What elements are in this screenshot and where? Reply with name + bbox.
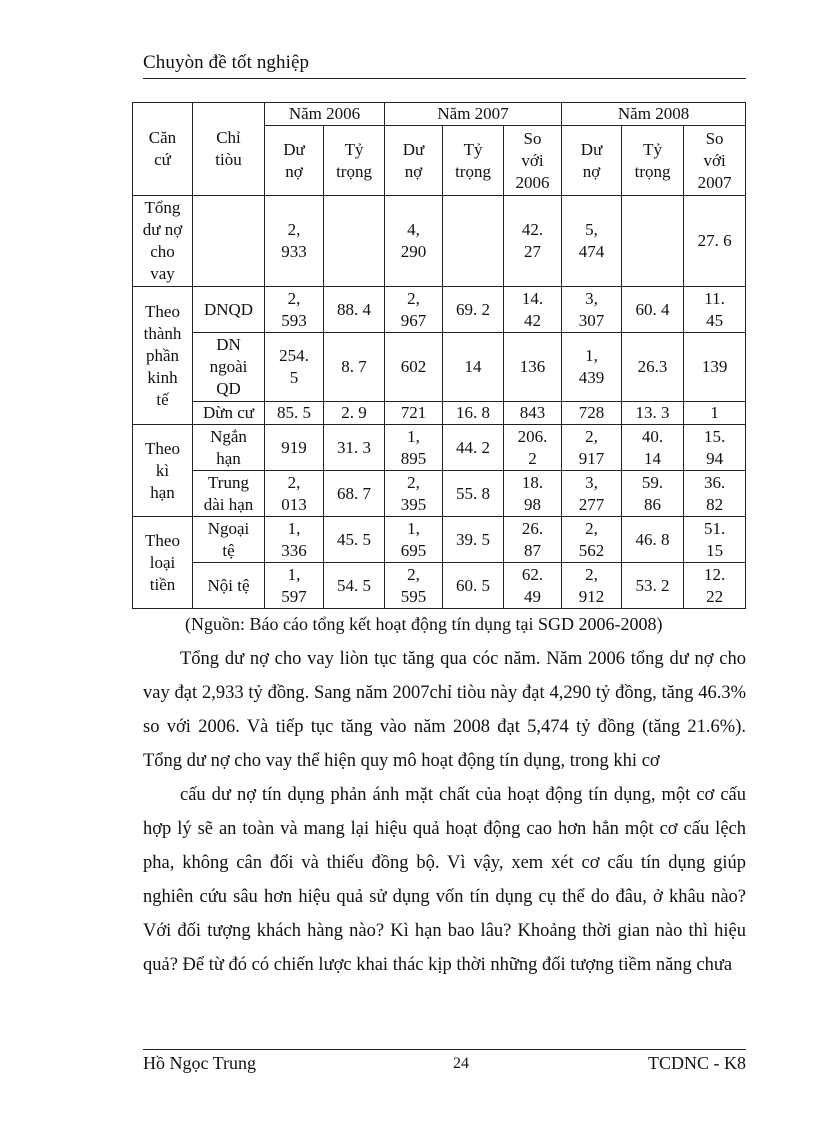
table-row <box>133 425 746 471</box>
row-label: Trung dài hạn <box>193 471 265 517</box>
table-cell: 18. 98 <box>504 471 562 517</box>
row-label: Ngắn hạn <box>193 425 265 471</box>
subheader-cell: Dư nợ <box>385 126 443 196</box>
table-cell: 26. 87 <box>504 517 562 563</box>
table-source-note: (Nguồn: Báo cáo tổng kết hoạt động tín dụng tại SGD 2006-2008) <box>185 614 663 634</box>
table-cell: 54. 5 <box>324 563 385 609</box>
table-cell: 59. 86 <box>622 471 684 517</box>
table-cell <box>443 196 504 287</box>
row-label: DN ngoài QD <box>193 333 265 402</box>
table-cell: 31. 3 <box>324 425 385 471</box>
row-label <box>193 196 265 287</box>
table-cell: 68. 7 <box>324 471 385 517</box>
table-cell: 42. 27 <box>504 196 562 287</box>
table-cell: 88. 4 <box>324 287 385 333</box>
header-year-2008: Năm 2008 <box>562 103 746 126</box>
table-cell: 2, 917 <box>562 425 622 471</box>
table-cell: 2, 912 <box>562 563 622 609</box>
table-cell: 55. 8 <box>443 471 504 517</box>
table-cell: 53. 2 <box>622 563 684 609</box>
page-header-title: Chuyòn đề tốt nghiệp <box>143 52 310 73</box>
table-cell: 36. 82 <box>684 471 746 517</box>
table-cell: 3, 277 <box>562 471 622 517</box>
table-cell: 62. 49 <box>504 563 562 609</box>
row-label: Ngoại tệ <box>193 517 265 563</box>
table-cell: 60. 4 <box>622 287 684 333</box>
footer-class-code: TCDNC - K8 <box>648 1053 746 1073</box>
table-cell: 2, 562 <box>562 517 622 563</box>
table-cell: 27. 6 <box>684 196 746 287</box>
table-cell: 2. 9 <box>324 402 385 425</box>
table-cell: 1, 895 <box>385 425 443 471</box>
table-cell <box>622 196 684 287</box>
table-cell: 40. 14 <box>622 425 684 471</box>
subheader-cell: Dư nợ <box>562 126 622 196</box>
table-cell: 26.3 <box>622 333 684 402</box>
table-cell: 139 <box>684 333 746 402</box>
header-year-2006: Năm 2006 <box>265 103 385 126</box>
table-cell: 44. 2 <box>443 425 504 471</box>
table-cell: 1 <box>684 402 746 425</box>
header-year-2007: Năm 2007 <box>385 103 562 126</box>
table-cell: 206. 2 <box>504 425 562 471</box>
table-cell: 3, 307 <box>562 287 622 333</box>
group-label: Theo thành phần kinh tế <box>133 287 193 425</box>
table-cell: 1, 597 <box>265 563 324 609</box>
table-cell: 2, 967 <box>385 287 443 333</box>
table-cell: 254. 5 <box>265 333 324 402</box>
page-number: 24 <box>453 1055 469 1072</box>
row-label: DNQD <box>193 287 265 333</box>
subheader-cell: Tỷ trọng <box>324 126 385 196</box>
table-cell: 2, 933 <box>265 196 324 287</box>
table-cell: 1, 439 <box>562 333 622 402</box>
table-header-row <box>133 103 746 126</box>
table-cell: 2, 593 <box>265 287 324 333</box>
table-cell: 45. 5 <box>324 517 385 563</box>
table-cell <box>324 196 385 287</box>
table-row <box>133 563 746 609</box>
subheader-cell: Tỷ trọng <box>622 126 684 196</box>
table-cell: 69. 2 <box>443 287 504 333</box>
subheader-cell: Tỷ trọng <box>443 126 504 196</box>
table-cell: 5, 474 <box>562 196 622 287</box>
table-cell: 16. 8 <box>443 402 504 425</box>
table-cell: 1, 336 <box>265 517 324 563</box>
table-cell: 13. 3 <box>622 402 684 425</box>
header-divider <box>143 78 746 79</box>
table-cell: 2, 595 <box>385 563 443 609</box>
table-cell: 14. 42 <box>504 287 562 333</box>
header-can-cu: Căn cứ <box>133 103 193 196</box>
table-cell: 14 <box>443 333 504 402</box>
body-text <box>143 642 746 982</box>
footer-divider <box>143 1049 746 1050</box>
table-row <box>133 402 746 425</box>
table-cell: 728 <box>562 402 622 425</box>
table-row <box>133 333 746 402</box>
table-cell: 8. 7 <box>324 333 385 402</box>
table-row <box>133 196 746 287</box>
table-cell: 919 <box>265 425 324 471</box>
header-chi-tieu: Chỉ tiòu <box>193 103 265 196</box>
table-cell: 602 <box>385 333 443 402</box>
row-label: Nội tệ <box>193 563 265 609</box>
table-cell: 60. 5 <box>443 563 504 609</box>
table-row <box>133 517 746 563</box>
footer-author: Hồ Ngọc Trung <box>143 1053 257 1073</box>
table-cell: 46. 8 <box>622 517 684 563</box>
table-cell: 721 <box>385 402 443 425</box>
group-label: Theo kì hạn <box>133 425 193 517</box>
subheader-cell: Dư nợ <box>265 126 324 196</box>
table-cell: 2, 395 <box>385 471 443 517</box>
table-cell: 2, 013 <box>265 471 324 517</box>
group-label: Tổng dư nợ cho vay <box>133 196 193 287</box>
paragraph: Tổng dư nợ cho vay liòn tục tăng qua cóc năm. Năm 2006 tổng dư nợ cho vay đạt 2,933 tỷ đồng. Sang năm 2007chỉ tiòu này đạt 4,290 tỷ đồng, tăng 46.3% so với 2006. Và tiếp tục tăng vào năm 2008 đạt 5,474 tỷ đồng (tăng 21.6%). Tổng dư nợ cho vay thể hiện quy mô hoạt động tín dụng, trong khi cơ <box>143 649 746 771</box>
row-label: Dừn cư <box>193 402 265 425</box>
table-cell: 85. 5 <box>265 402 324 425</box>
table-cell: 4, 290 <box>385 196 443 287</box>
table-cell: 136 <box>504 333 562 402</box>
subheader-cell: So với 2007 <box>684 126 746 196</box>
table-cell: 11. 45 <box>684 287 746 333</box>
table-cell: 15. 94 <box>684 425 746 471</box>
table-row <box>133 287 746 333</box>
paragraph: cấu dư nợ tín dụng phản ánh mặt chất của hoạt động tín dụng, một cơ cấu hợp lý sẽ an toàn và mang lại hiệu quả hoạt động cao hơn hẳn một cơ cấu lệch pha, không cân đối và thiếu đồng bộ. Vì vậy, xem xét cơ cấu tín dụng giúp nghiên cứu sâu hơn hiệu quả sử dụng vốn tín dụng cụ thể do đâu, ở khâu nào? Với đối tượng khách hàng nào? Kì hạn bao lâu? Khoảng thời gian nào thì hiệu quả? Để từ đó có chiến lược khai thác kịp thời những đối tượng tiềm năng chưa <box>143 785 746 975</box>
table-cell: 843 <box>504 402 562 425</box>
table-cell: 12. 22 <box>684 563 746 609</box>
table-row <box>133 471 746 517</box>
subheader-cell: So với 2006 <box>504 126 562 196</box>
group-label: Theo loại tiền <box>133 517 193 609</box>
credit-structure-table <box>132 102 746 609</box>
table-cell: 51. 15 <box>684 517 746 563</box>
table-cell: 1, 695 <box>385 517 443 563</box>
table-cell: 39. 5 <box>443 517 504 563</box>
